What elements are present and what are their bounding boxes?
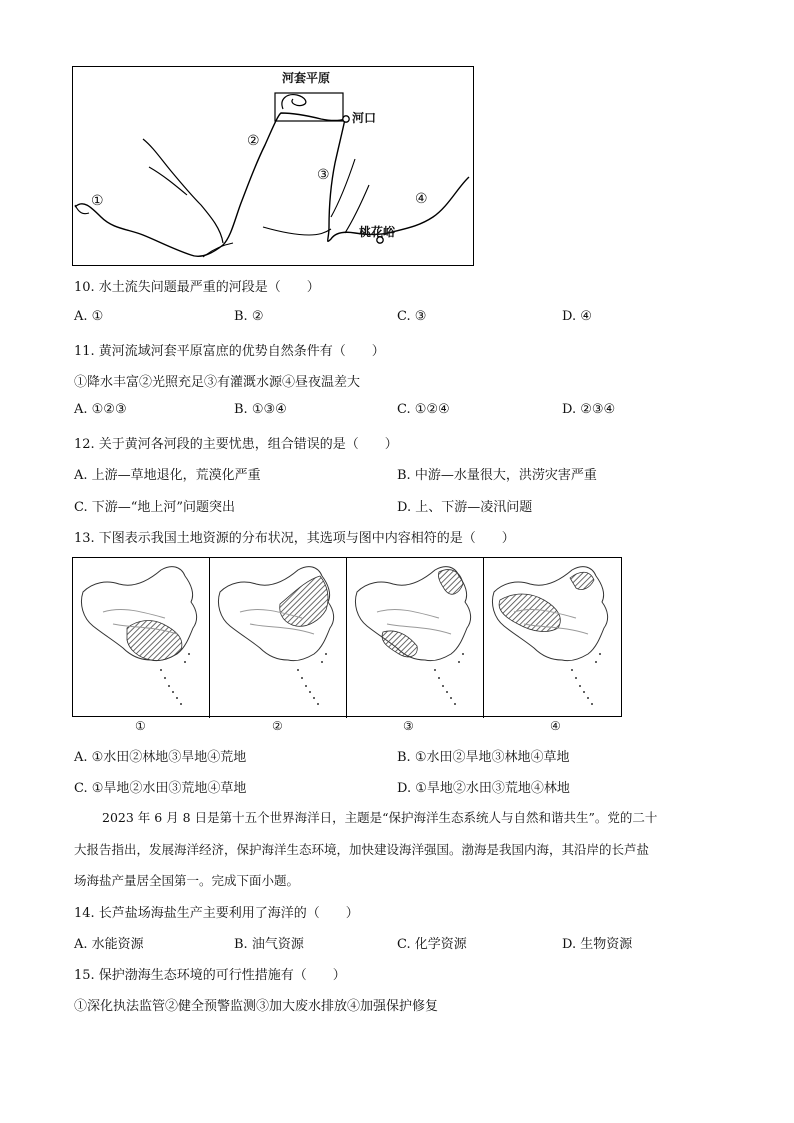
- q12-option-a: A. 上游—草地退化，荒漠化严重: [74, 468, 261, 483]
- q13-option-c: C. ①旱地②水田③荒地④草地: [74, 781, 247, 796]
- map-panel-1: [73, 558, 210, 718]
- yellow-river-course: [75, 113, 469, 256]
- q14-stem: 14. 长芦盐场海盐生产主要利用了海洋的（ ）: [74, 906, 359, 921]
- q10-option-b: B. ②: [234, 309, 264, 324]
- q10-stem: 10. 水土流失问题最严重的河段是（ ）: [74, 280, 320, 295]
- map-panel-4: [484, 558, 621, 718]
- segment-4-label: ④: [415, 191, 428, 207]
- taohuayu-label: 桃花峪: [359, 225, 396, 239]
- segment-3-label: ③: [317, 167, 330, 183]
- q12-option-d: D. 上、下游—凌汛问题: [397, 500, 533, 515]
- q11-option-b: B. ①③④: [234, 402, 287, 417]
- q11-option-c: C. ①②④: [397, 402, 450, 417]
- q11-option-d: D. ②③④: [562, 402, 616, 417]
- hekou-marker: [343, 116, 349, 122]
- q11-conditions: ①降水丰富②光照充足③有灌溉水源④昼夜温差大: [74, 375, 361, 390]
- yellow-river-svg: [73, 67, 472, 264]
- map-panel-4-number: ④: [550, 719, 561, 733]
- map-panel-2-number: ②: [272, 719, 283, 733]
- map-panel-3-number: ③: [403, 719, 414, 733]
- q10-option-a: A. ①: [74, 309, 104, 324]
- passage-line-1: 2023 年 6 月 8 日是第十五个世界海洋日，主题是“保护海洋生态系统人与自然和谐共生”。党的二十: [102, 810, 658, 825]
- q13-stem: 13. 下图表示我国土地资源的分布状况，其选项与图中内容相符的是（ ）: [74, 531, 515, 546]
- q13-option-d: D. ①旱地②水田③荒地④林地: [397, 781, 570, 796]
- q14-option-a: A. 水能资源: [74, 937, 144, 952]
- land-resource-maps: [72, 557, 622, 717]
- map-panel-2: [210, 558, 347, 718]
- passage-line-2: 大报告指出，发展海洋经济，保护海洋生态环境，加快建设海洋强国。渤海是我国内海，其沿岸的长芦盐: [74, 842, 650, 857]
- q13-option-a: A. ①水田②林地③旱地④荒地: [74, 750, 247, 765]
- q12-stem: 12. 关于黄河各河段的主要忧患，组合错误的是（ ）: [74, 437, 398, 452]
- q11-option-a: A. ①②③: [74, 402, 127, 417]
- q14-option-b: B. 油气资源: [234, 937, 304, 952]
- q10-option-c: C. ③: [397, 309, 427, 324]
- q12-option-c: C. 下游—“地上河”问题突出: [74, 500, 236, 515]
- q14-option-d: D. 生物资源: [562, 937, 633, 952]
- segment-2-label: ②: [247, 133, 260, 149]
- segment-1-label: ①: [91, 193, 104, 209]
- map-panel-1-number: ①: [135, 719, 146, 733]
- q10-option-d: D. ④: [562, 309, 592, 324]
- q15-stem: 15. 保护渤海生态环境的可行性措施有（ ）: [74, 968, 346, 983]
- yellow-river-map: [72, 66, 474, 266]
- hetao-label: 河套平原: [282, 71, 331, 85]
- q14-option-c: C. 化学资源: [397, 937, 467, 952]
- q13-option-b: B. ①水田②旱地③林地④草地: [397, 750, 570, 765]
- hekou-label: 河口: [352, 111, 377, 125]
- q15-measures: ①深化执法监管②健全预警监测③加大废水排放④加强保护修复: [74, 999, 439, 1014]
- passage-line-3: 场海盐产量居全国第一。完成下面小题。: [74, 873, 300, 888]
- q11-stem: 11. 黄河流域河套平原富庶的优势自然条件有（ ）: [74, 344, 385, 359]
- map-panel-3: [347, 558, 484, 718]
- q12-option-b: B. 中游—水量很大，洪涝灾害严重: [397, 468, 597, 483]
